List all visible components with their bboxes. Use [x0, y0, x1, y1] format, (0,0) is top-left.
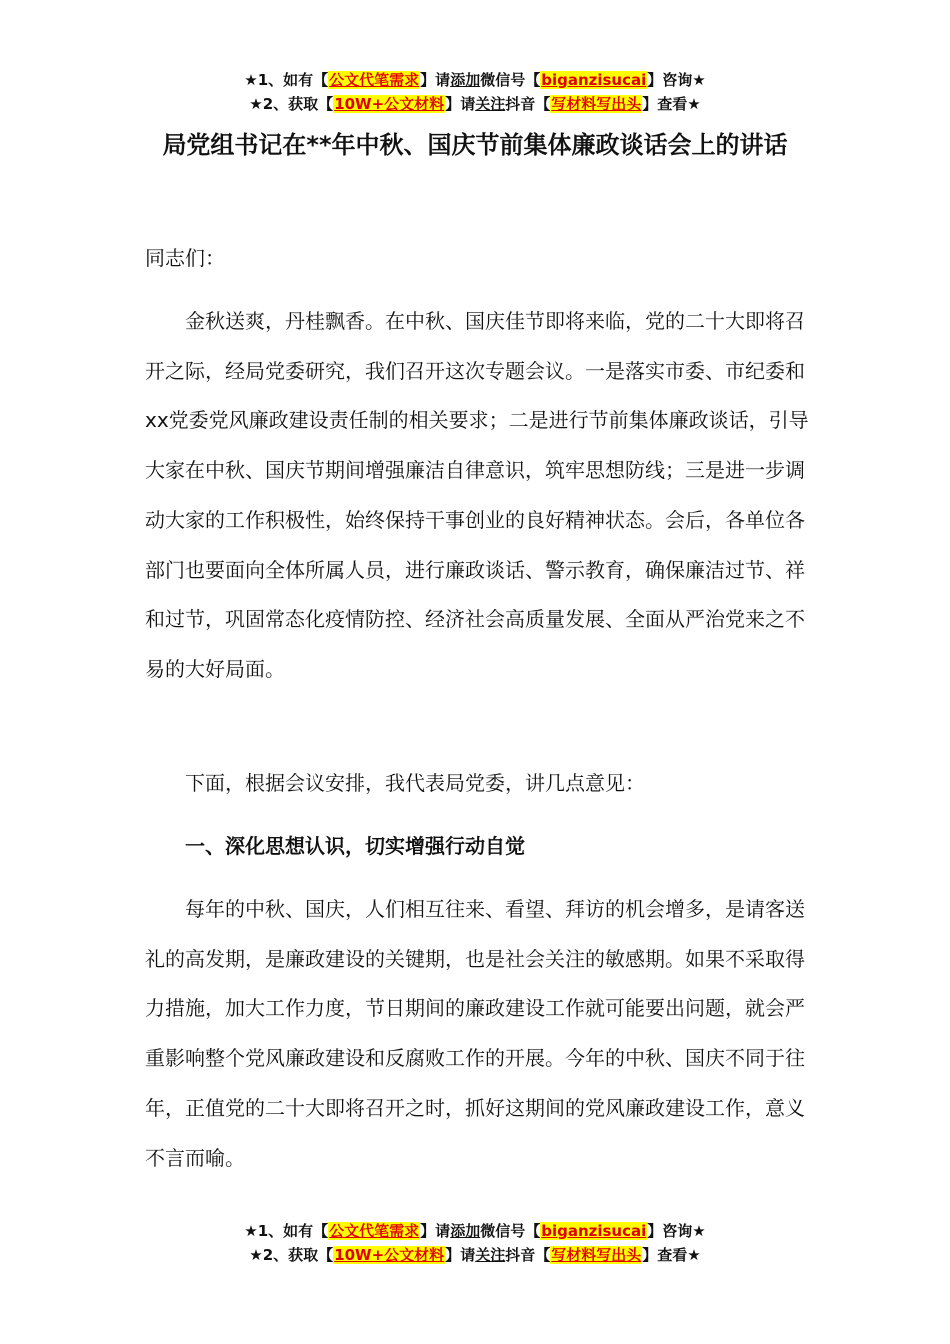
highlight-douyin-id: 写材料写出头 [551, 1246, 642, 1264]
salutation: 同志们： [145, 246, 225, 270]
highlight-wechat-id: biganzisucai [541, 1222, 647, 1240]
body-paragraph [145, 885, 810, 1183]
body-paragraph [145, 759, 810, 809]
promo-line-2: ★2、获取【10W+公文材料】请关注抖音【写材料写出头】查看★ [249, 95, 701, 113]
document-title: 局党组书记在**年中秋、国庆节前集体廉政谈话会上的讲话 [162, 131, 788, 159]
highlight-materials: 10W+公文材料 [334, 1246, 445, 1264]
section-heading [145, 822, 810, 872]
highlight-service: 公文代笔需求 [329, 71, 420, 89]
highlight-wechat-id: biganzisucai [541, 71, 647, 89]
promo-banner-bottom [0, 1219, 950, 1267]
highlight-service: 公文代笔需求 [329, 1222, 420, 1240]
highlight-douyin-id: 写材料写出头 [551, 95, 642, 113]
body-paragraph [145, 297, 810, 695]
highlight-materials: 10W+公文材料 [334, 95, 445, 113]
promo-banner-top [0, 68, 950, 116]
promo-line-1: ★1、如有【公文代笔需求】请添加微信号【biganzisucai】咨询★ [244, 71, 706, 89]
heading-text: 一、深化思想认识，切实增强行动自觉 [185, 834, 525, 858]
paragraph-text: 下面，根据会议安排，我代表局党委，讲几点意见： [185, 771, 645, 795]
paragraph-text: 金秋送爽，丹桂飘香。在中秋、国庆佳节即将来临，党的二十大即将召开之际，经局党委研究，我们召开这次专题会议。一是落实市委、市纪委和xx党委党风廉政建设责任制的相关要求；二是进行节前集体廉政谈话，引导大家在中秋、国庆节期间增强廉洁自律意识，筑牢思想防线；三是进一步调动大家的工作积极性，始终保持干事创业的良好精神状态。会后，各单位各部门也要面向全体所属人员，进行廉政谈话、警示教育，确保廉洁过节、祥和过节，巩固常态化疫情防控、经济社会高质量发展、全面从严治党来之不易的大好局面。 [145, 309, 809, 681]
promo-line-1: ★1、如有【公文代笔需求】请添加微信号【biganzisucai】咨询★ [244, 1222, 706, 1240]
promo-line-2: ★2、获取【10W+公文材料】请关注抖音【写材料写出头】查看★ [249, 1246, 701, 1264]
paragraph-text: 每年的中秋、国庆，人们相互往来、看望、拜访的机会增多，是请客送礼的高发期，是廉政建设的关键期，也是社会关注的敏感期。如果不采取得力措施，加大工作力度，节日期间的廉政建设工作就可能要出问题，就会严重影响整个党风廉政建设和反腐败工作的开展。今年的中秋、国庆不同于往年，正值党的二十大即将召开之时，抓好这期间的党风廉政建设工作，意义不言而喻。 [145, 897, 805, 1170]
